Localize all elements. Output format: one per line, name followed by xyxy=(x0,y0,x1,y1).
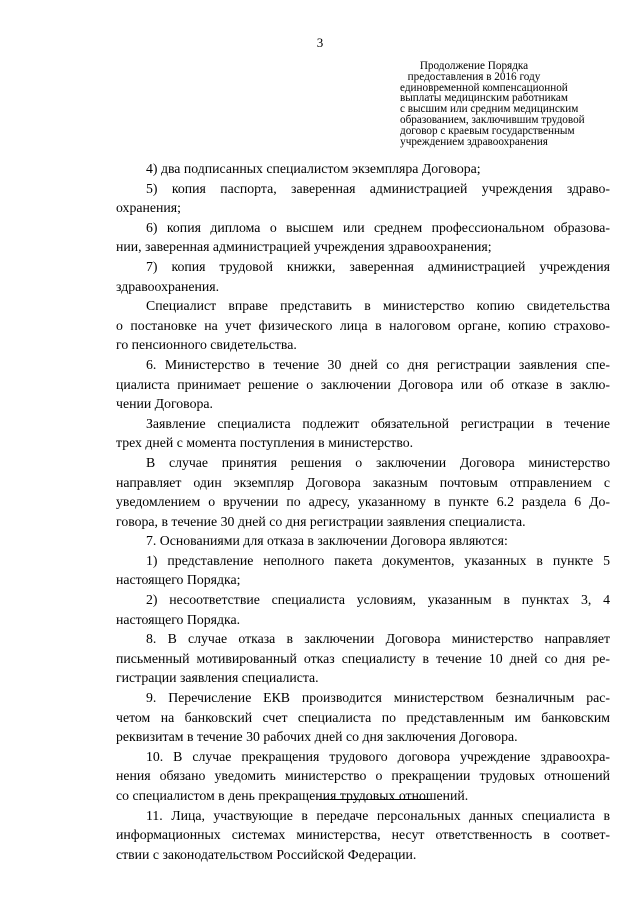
text-line: четом на банковский счет специалиста по представленным им банковским xyxy=(116,709,610,725)
text-line: 7. Основаниями для отказа в заключении Договора являются: xyxy=(146,533,508,549)
text-line: 5) копия паспорта, заверенная администрацией учреждения здраво- xyxy=(146,180,610,196)
paragraph xyxy=(116,257,610,296)
header-line: предоставления в 2016 году xyxy=(407,70,541,83)
text-line: 10. В случае прекращения трудового договора учреждение здравоохра- xyxy=(146,748,610,764)
text-line: говора, в течение 30 дней со дня регистрации заявления специалиста. xyxy=(116,513,526,529)
header-line: выплаты медицинским работникам xyxy=(400,92,568,105)
paragraph xyxy=(116,355,610,414)
text-line: 9. Перечисление ЕКВ производится министерством безналичным рас- xyxy=(146,690,610,706)
text-line: уведомлением о вручении по адресу, указанному в пункте 6.2 раздела 6 До- xyxy=(116,494,610,510)
paragraph xyxy=(116,179,610,218)
text-line: нения обязано уведомить министерство о прекращении трудовых отношений xyxy=(116,768,610,784)
paragraph xyxy=(116,296,610,355)
text-line: 6. Министерство в течение 30 дней со дня регистрации заявления спе- xyxy=(146,356,610,372)
text-line: трех дней с момента поступления в министерство. xyxy=(116,435,414,451)
paragraph xyxy=(116,688,610,747)
paragraph xyxy=(116,159,610,179)
text-line: В случае принятия решения о заключении Договора министерство xyxy=(146,454,610,470)
text-line: настоящего Порядка. xyxy=(116,611,241,627)
end-divider xyxy=(319,799,430,800)
text-line: письменный мотивированный отказ специалисту в течение 10 дней со дня ре- xyxy=(116,650,610,666)
text-line: о постановке на учет физического лица в налоговом органе, копию страхово- xyxy=(116,317,610,333)
paragraph xyxy=(116,806,610,865)
text-line: направляет один экземпляр Договора заказным почтовым отправлением с xyxy=(116,474,610,490)
paragraph xyxy=(116,629,610,688)
text-line: 4) два подписанных специалистом экземпляра Договора; xyxy=(146,161,481,176)
text-line: го пенсионного свидетельства. xyxy=(116,337,297,353)
paragraph xyxy=(116,414,610,453)
text-line: реквизитам в течение 30 рабочих дней со дня заключения Договора. xyxy=(116,729,518,745)
text-line: информационных системах министерства, несут ответственность в соответ- xyxy=(116,827,610,843)
text-line: нии, заверенная администрацией учреждения здравоохранения; xyxy=(116,239,492,255)
document-body xyxy=(116,159,610,864)
paragraph xyxy=(116,590,610,629)
page-number: 3 xyxy=(316,35,324,50)
text-line: циалиста принимает решение о заключении Договора или об отказе в заклю- xyxy=(116,376,610,392)
text-line: чении Договора. xyxy=(116,396,213,412)
text-line: 8. В случае отказа в заключении Договора министерство направляет xyxy=(146,631,610,647)
text-line: здравоохранения. xyxy=(116,278,220,294)
header-line: договор с краевым государственным xyxy=(400,124,575,137)
text-line: 11. Лица, участвующие в передаче персональных данных специалиста в xyxy=(146,807,610,823)
text-line: 2) несоответствие специалиста условиям, указанным в пунктах 3, 4 xyxy=(146,592,610,608)
paragraph xyxy=(116,531,610,551)
header-line: учреждением здравоохранения xyxy=(400,135,548,148)
text-line: 7) копия трудовой книжки, заверенная администрацией учреждения xyxy=(146,258,610,274)
text-line: настоящего Порядка; xyxy=(116,572,241,588)
text-line: ствии с законодательством Российской Федерации. xyxy=(116,846,417,862)
text-line: 6) копия диплома о высшем или среднем профессиональном образова- xyxy=(146,219,610,235)
text-line: Специалист вправе представить в министерство копию свидетельства xyxy=(146,298,610,314)
document-header xyxy=(400,60,585,148)
text-line: 1) представление неполного пакета документов, указанных в пункте 5 xyxy=(146,552,610,568)
paragraph xyxy=(116,453,610,531)
paragraph xyxy=(116,551,610,590)
text-line: охранения; xyxy=(116,200,181,216)
text-line: Заявление специалиста подлежит обязательной регистрации в течение xyxy=(146,415,610,431)
header-line: единовременной компенсационной xyxy=(400,81,568,94)
text-line: гистрации заявления специалиста. xyxy=(116,670,319,686)
header-line: Продолжение Порядка xyxy=(419,60,529,72)
text-line: со специалистом в день прекращения трудовых отношений. xyxy=(116,788,469,803)
header-line: с высшим или средним медицинским xyxy=(400,103,579,116)
paragraph xyxy=(116,218,610,257)
paragraph xyxy=(116,747,610,806)
header-line: образованием, заключившим трудовой xyxy=(400,113,585,126)
